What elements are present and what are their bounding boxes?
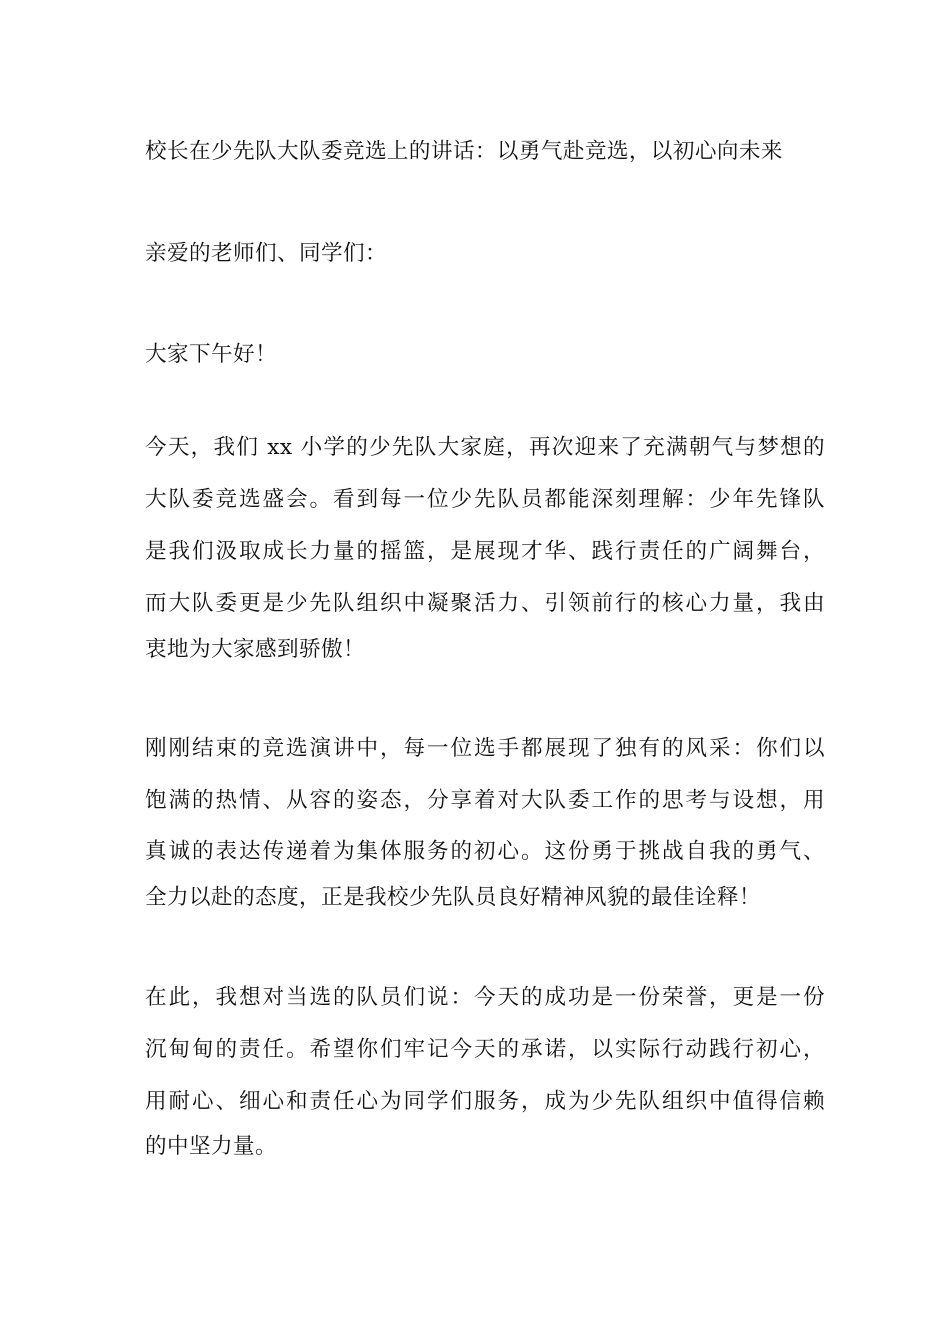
paragraph-line: 而大队委更是少先队组织中凝聚活力、引领前行的核心力量，我由 bbox=[145, 591, 825, 616]
paragraph-line: 衷地为大家感到骄傲！ bbox=[145, 637, 365, 662]
paragraph-line: 用耐心、细心和责任心为同学们服务，成为少先队组织中值得信赖 bbox=[145, 1089, 825, 1114]
paragraph-line: 沉甸甸的责任。希望你们牢记今天的承诺，以实际行动践行初心， bbox=[145, 1037, 825, 1062]
paragraph-line: 全力以赴的态度，正是我校少先队员良好精神风貌的最佳诠释！ bbox=[145, 885, 761, 910]
paragraph-line: 饱满的热情、从容的姿态，分享着对大队委工作的思考与设想，用 bbox=[145, 788, 825, 813]
paragraph-line: 刚刚结束的竞选演讲中，每一位选手都展现了独有的风采：你们以 bbox=[145, 736, 825, 761]
paragraph-line: 的中坚力量。 bbox=[145, 1134, 277, 1159]
paragraph-line: 大队委竞选盛会。看到每一位少先队员都能深刻理解：少年先锋队 bbox=[145, 487, 825, 512]
paragraph-line: 是我们汲取成长力量的摇篮，是展现才华、践行责任的广阔舞台， bbox=[145, 539, 825, 564]
document-title: 校长在少先队大队委竞选上的讲话：以勇气赴竞选，以初心向未来 bbox=[145, 139, 783, 164]
paragraph-line: 真诚的表达传递着为集体服务的初心。这份勇于挑战自我的勇气、 bbox=[145, 839, 825, 864]
salutation: 亲爱的老师们、同学们： bbox=[145, 241, 387, 266]
greeting: 大家下午好！ bbox=[145, 342, 277, 367]
paragraph-line: 在此，我想对当选的队员们说：今天的成功是一份荣誉，更是一份 bbox=[145, 985, 825, 1010]
paragraph-line: 今天，我们 xx 小学的少先队大家庭，再次迎来了充满朝气与梦想的 bbox=[145, 435, 825, 460]
